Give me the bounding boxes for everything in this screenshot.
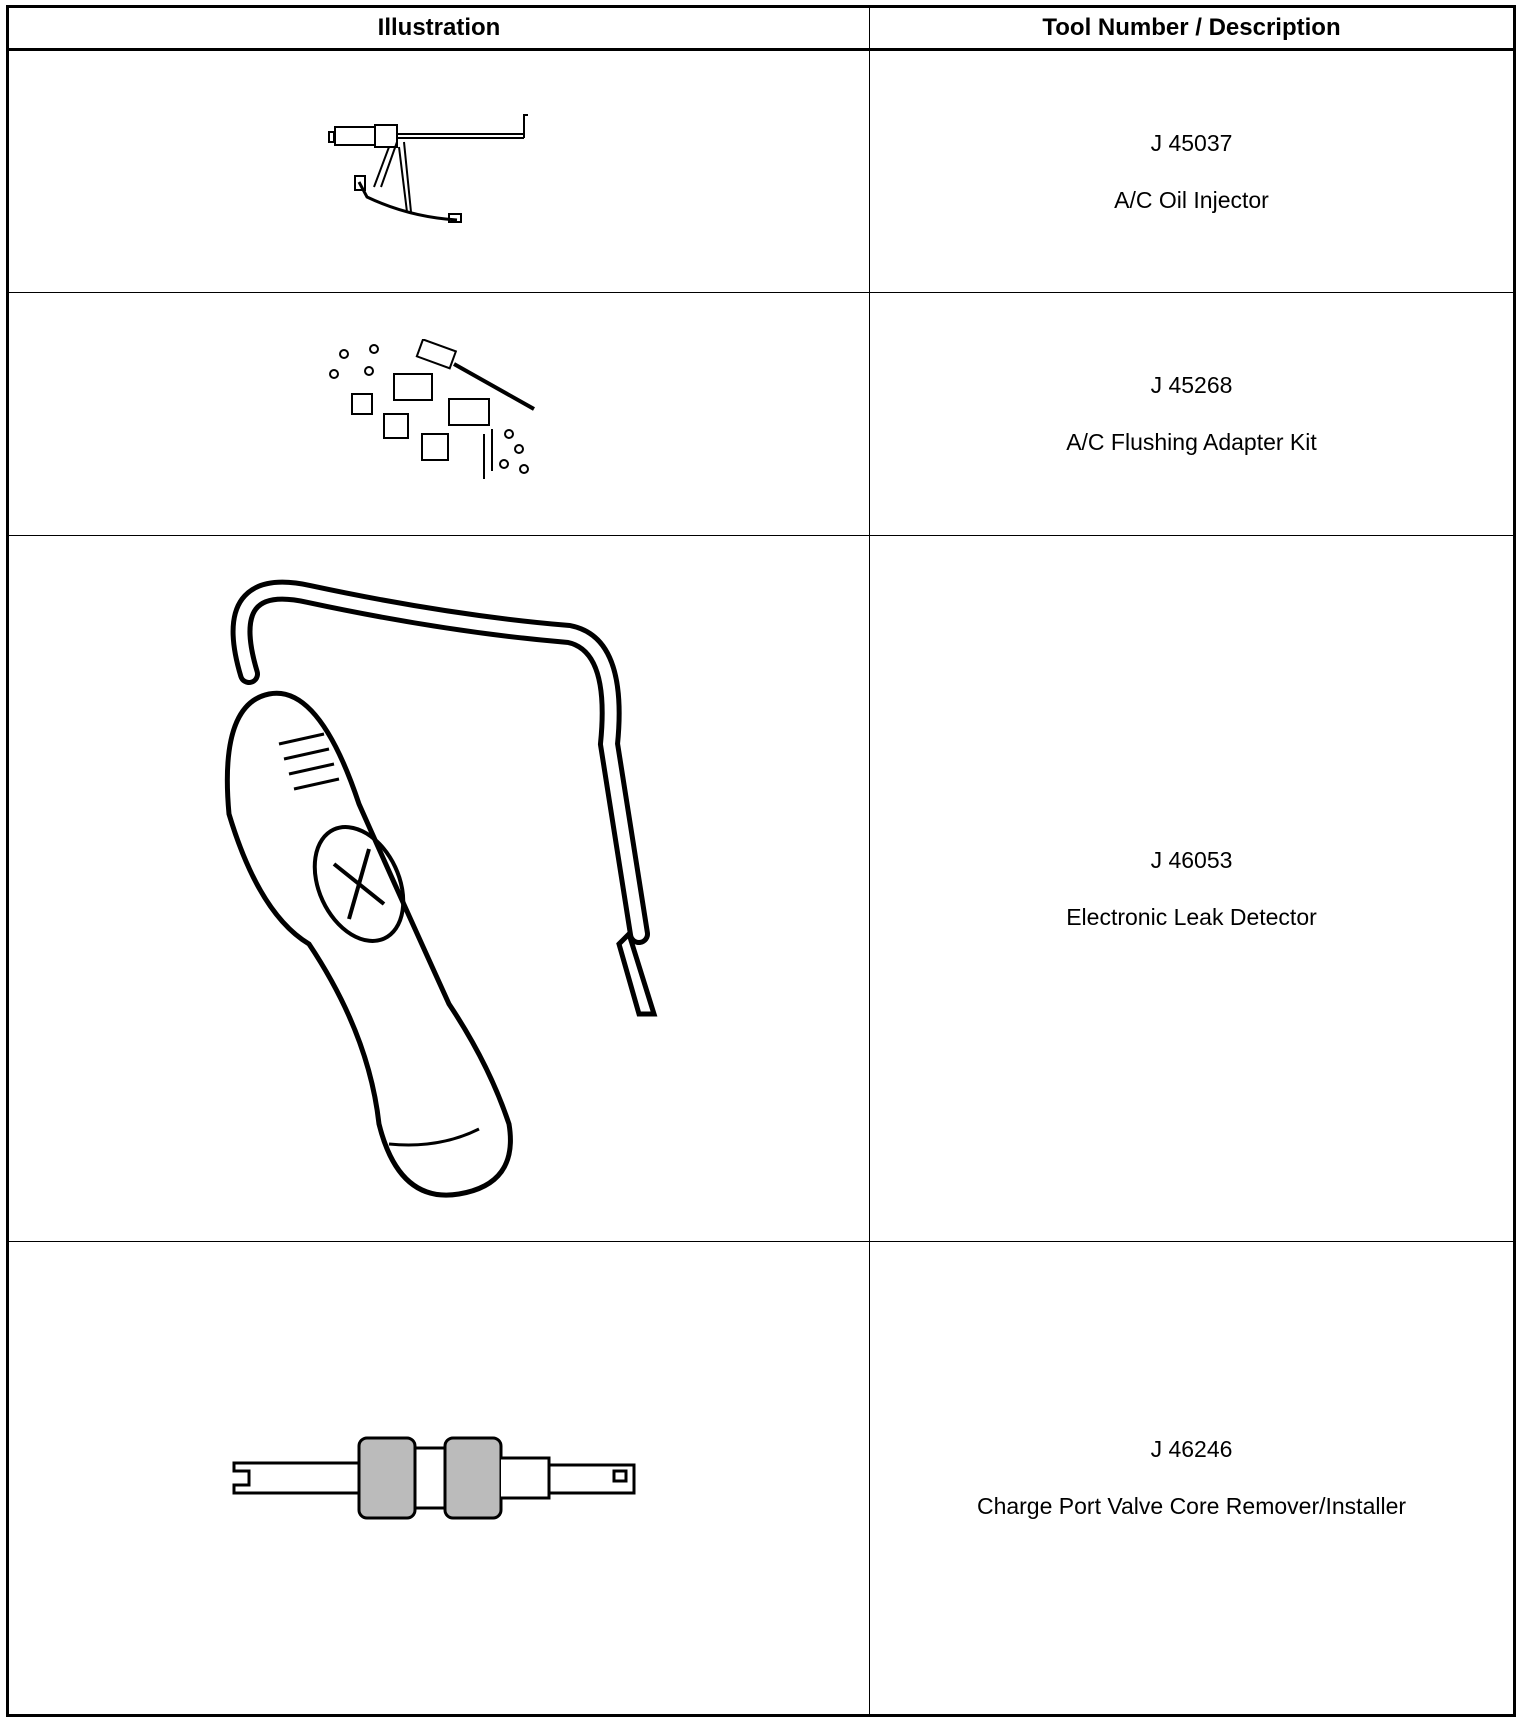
illustration-cell <box>8 1242 870 1716</box>
tool-info-cell <box>870 1242 1515 1716</box>
illustration-cell <box>8 293 870 536</box>
tool-description: Charge Port Valve Core Remover/Installer <box>976 1493 1407 1519</box>
table-row <box>8 536 1515 1242</box>
tool-number: J 45037 <box>1150 129 1233 156</box>
valve-core-tool-illustration <box>229 1423 649 1533</box>
tool-number: J 45268 <box>1150 372 1233 398</box>
illustration-cell <box>8 50 870 293</box>
tools-table <box>6 5 1516 1717</box>
table-row <box>8 1242 1515 1716</box>
header-row <box>8 7 1515 50</box>
tool-description: A/C Flushing Adapter Kit <box>1066 429 1317 455</box>
flushing-adapter-kit-illustration <box>324 339 554 489</box>
table-row <box>8 293 1515 536</box>
tool-description: Electronic Leak Detector <box>1066 903 1317 930</box>
tool-number: J 46246 <box>1150 1436 1233 1462</box>
tool-number: J 46053 <box>1150 846 1233 873</box>
header-illustration: Illustration <box>8 7 870 50</box>
tool-description: A/C Oil Injector <box>1114 186 1269 213</box>
header-tool-description: Tool Number / Description <box>870 7 1515 50</box>
oil-injector-illustration <box>319 112 559 232</box>
table-row <box>8 50 1515 293</box>
leak-detector-illustration <box>199 564 679 1214</box>
tool-info-cell <box>870 50 1515 293</box>
tool-info-cell <box>870 536 1515 1242</box>
tool-info-cell <box>870 293 1515 536</box>
illustration-cell <box>8 536 870 1242</box>
